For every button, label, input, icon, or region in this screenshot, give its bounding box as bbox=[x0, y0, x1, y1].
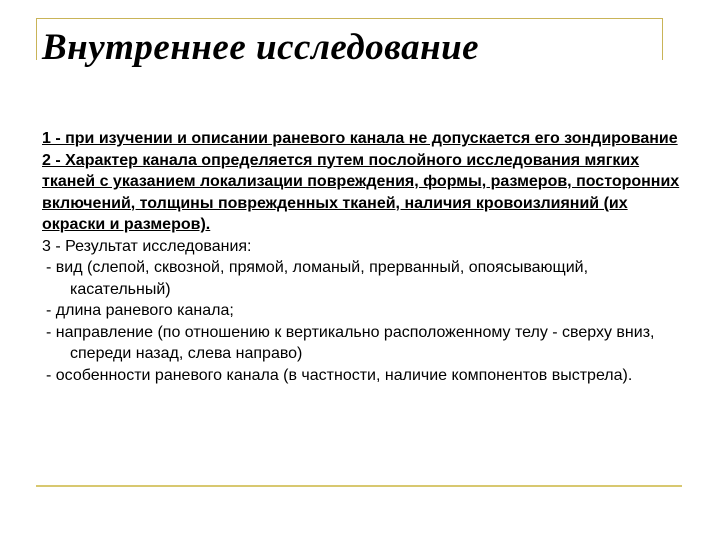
bottom-rule bbox=[36, 485, 682, 487]
paragraph-2: 2 - Характер канала определяется путем послойного исследования мягких тканей с указанием локализации повреждения, формы, размеров, посторонних включений, толщины поврежденных тканей, наличия кровоизлияний (их окраски и размеров). bbox=[42, 151, 680, 233]
frame-top-line bbox=[36, 18, 662, 19]
list-item-features: - особенности раневого канала (в частности, наличие компонентов выстрела). bbox=[46, 366, 633, 384]
slide-title: Внутреннее исследование bbox=[42, 27, 480, 68]
list-item-direction: - направление (по отношению к вертикально расположенному телу - сверху вниз, спереди назад, слева направо) bbox=[46, 323, 655, 362]
list-item-type: - вид (слепой, сквозной, прямой, ломаный, прерванный, опоясывающий, касательный) bbox=[46, 259, 589, 298]
paragraph-3: 3 - Результат исследования: bbox=[42, 237, 252, 255]
frame-left-line bbox=[36, 18, 37, 60]
frame-right-line bbox=[662, 18, 663, 60]
list-item-length: - длина раневого канала; bbox=[46, 302, 234, 319]
paragraph-1: 1 - при изучении и описании раневого канала не допускается его зондирование bbox=[42, 130, 678, 147]
slide-content bbox=[42, 128, 682, 386]
